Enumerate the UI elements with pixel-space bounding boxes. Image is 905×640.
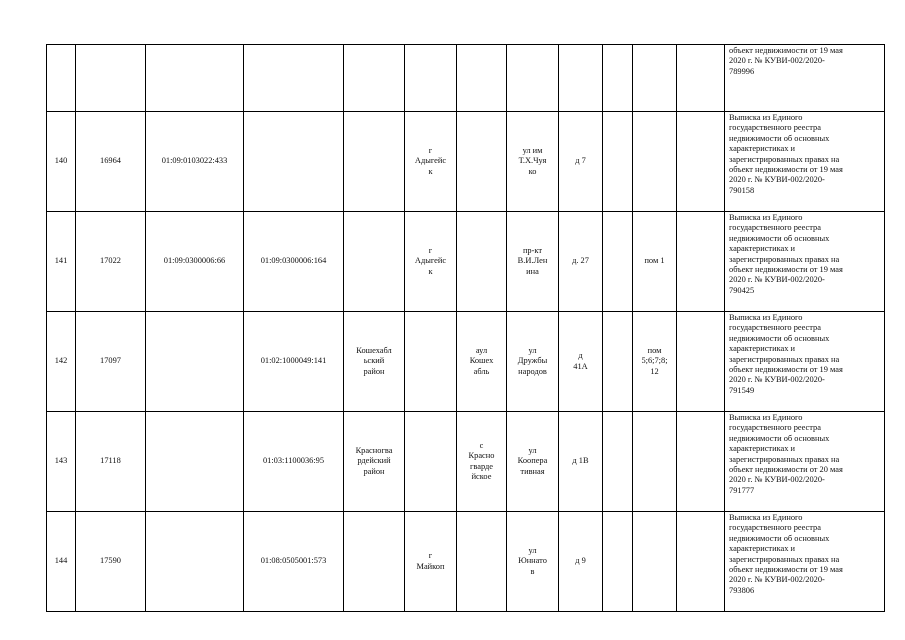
desc-line: государственного реестра <box>729 423 821 433</box>
cell-num: 141 <box>47 212 76 312</box>
cell-street <box>507 212 559 312</box>
table-row <box>47 212 885 312</box>
cell-room <box>633 312 677 412</box>
cell-street-line: в <box>530 566 535 576</box>
desc-line: зарегистрированных правах на <box>729 354 840 364</box>
cell-room <box>633 412 677 512</box>
cell-house-line: д. 27 <box>572 256 589 266</box>
cell-building <box>603 512 633 612</box>
cell-id: 17022 <box>76 212 146 312</box>
desc-line: 2020 г. № КУВИ-002/2020- <box>729 175 825 185</box>
cell-id: 16964 <box>76 112 146 212</box>
cell-district <box>344 45 405 112</box>
desc-line: характеристиках и <box>729 444 795 454</box>
cell-house <box>559 45 603 112</box>
cell-cad2: 01:03:1100036:95 <box>244 412 344 512</box>
cell-city-line: Майкоп <box>416 561 445 571</box>
cell-building <box>603 112 633 212</box>
cell-district <box>344 512 405 612</box>
desc-line: государственного реестра <box>729 123 821 133</box>
desc-line: 790158 <box>729 185 755 195</box>
table-row-fragment <box>47 45 885 112</box>
desc-line: 2020 г. № КУВИ-002/2020- <box>729 475 825 485</box>
desc-line: Выписка из Единого <box>729 513 803 522</box>
cell-extra <box>677 212 725 312</box>
cell-cad2 <box>244 45 344 112</box>
cell-street-line: ко <box>528 166 537 176</box>
cell-locality-line: гварде <box>469 461 494 471</box>
cell-description <box>725 45 885 112</box>
cell-street-line: В.И.Лен <box>517 256 548 266</box>
desc-line: характеристиках и <box>729 544 795 554</box>
cell-street-line: Юннато <box>518 556 547 566</box>
cell-description <box>725 512 885 612</box>
desc-line: характеристиках и <box>729 144 795 154</box>
table-body <box>47 45 885 612</box>
cell-city <box>405 312 457 412</box>
cell-district-line: Кошехабл <box>356 345 392 355</box>
desc-line: объект недвижимости от 19 мая <box>729 265 843 275</box>
cell-house-line: д 9 <box>575 556 586 566</box>
cell-locality-line: абль <box>473 366 490 376</box>
desc-line: Выписка из Единого <box>729 113 803 122</box>
desc-line: недвижимости об основных <box>729 333 830 343</box>
cell-city <box>405 112 457 212</box>
cell-extra <box>677 112 725 212</box>
cell-cad1 <box>146 45 244 112</box>
cell-locality-line: с <box>479 440 484 450</box>
desc-line: зарегистрированных правах на <box>729 454 840 464</box>
desc-line: Выписка из Единого <box>729 313 803 322</box>
cell-house <box>559 112 603 212</box>
cell-num: 144 <box>47 512 76 612</box>
cell-district-line: район <box>363 466 385 476</box>
cell-street <box>507 112 559 212</box>
document-page <box>46 44 884 608</box>
cell-city-line: к <box>428 266 433 276</box>
cell-street-line: Дружбы <box>517 356 548 366</box>
cell-street-line: Т.Х.Чуя <box>518 156 547 166</box>
cell-street-line: ул <box>528 345 537 355</box>
cell-room-line: пом 1 <box>644 256 665 266</box>
cell-locality <box>457 212 507 312</box>
cell-id <box>76 45 146 112</box>
table-row <box>47 512 885 612</box>
cell-street-line: ина <box>526 266 539 276</box>
table-row <box>47 112 885 212</box>
cell-district <box>344 312 405 412</box>
cell-street <box>507 312 559 412</box>
cell-street-line: ул <box>528 445 537 455</box>
desc-line: 2020 г. № КУВИ-002/2020- <box>729 275 825 285</box>
cell-house <box>559 212 603 312</box>
desc-line: объект недвижимости от 19 мая <box>729 46 843 55</box>
cell-district-line: ьский <box>363 356 385 366</box>
cell-street-line: народов <box>518 366 547 376</box>
desc-line: объект недвижимости от 19 мая <box>729 165 843 175</box>
cell-extra <box>677 45 725 112</box>
cell-locality-line: Кошех <box>469 356 494 366</box>
cell-locality <box>457 512 507 612</box>
cell-district-line: район <box>363 366 385 376</box>
cell-city-line: г <box>428 145 433 155</box>
cell-house <box>559 412 603 512</box>
desc-line: государственного реестра <box>729 523 821 533</box>
cell-locality-line: йское <box>471 471 492 481</box>
cell-district <box>344 212 405 312</box>
cell-cad1 <box>146 512 244 612</box>
desc-line: зарегистрированных правах на <box>729 254 840 264</box>
desc-line: зарегистрированных правах на <box>729 554 840 564</box>
desc-line: зарегистрированных правах на <box>729 154 840 164</box>
desc-line: 793806 <box>729 585 755 595</box>
desc-line: недвижимости об основных <box>729 233 830 243</box>
cell-cad1: 01:09:0103022:433 <box>146 112 244 212</box>
cell-cad1 <box>146 312 244 412</box>
cell-cad1: 01:09:0300006:66 <box>146 212 244 312</box>
cell-house-line: д <box>578 351 583 361</box>
desc-line: Выписка из Единого <box>729 213 803 222</box>
cell-building <box>603 312 633 412</box>
cell-num: 140 <box>47 112 76 212</box>
cell-building <box>603 412 633 512</box>
cell-street <box>507 512 559 612</box>
cell-district <box>344 412 405 512</box>
desc-line: 791777 <box>729 485 755 495</box>
cell-extra <box>677 512 725 612</box>
cell-street-line: Коопера <box>517 456 548 466</box>
desc-line: Выписка из Единого <box>729 413 803 422</box>
cell-locality-line: Красно <box>468 451 495 461</box>
cell-house-line: д 7 <box>575 156 586 166</box>
desc-line: недвижимости об основных <box>729 133 830 143</box>
cell-room <box>633 512 677 612</box>
cell-extra <box>677 312 725 412</box>
cell-street <box>507 412 559 512</box>
desc-line: недвижимости об основных <box>729 433 830 443</box>
cell-room <box>633 212 677 312</box>
cell-cad2 <box>244 112 344 212</box>
cell-locality <box>457 112 507 212</box>
table-row <box>47 412 885 512</box>
cell-house <box>559 512 603 612</box>
desc-line: государственного реестра <box>729 223 821 233</box>
cell-num <box>47 45 76 112</box>
desc-line: государственного реестра <box>729 323 821 333</box>
cell-city-line: г <box>428 245 433 255</box>
cell-city-line: г <box>428 551 433 561</box>
cell-street-line: тивная <box>520 466 545 476</box>
table-row <box>47 312 885 412</box>
cell-street <box>507 45 559 112</box>
cell-id: 17097 <box>76 312 146 412</box>
cell-num: 143 <box>47 412 76 512</box>
desc-line: объект недвижимости от 20 мая <box>729 465 843 475</box>
cell-num: 142 <box>47 312 76 412</box>
cell-house-line: 41А <box>573 361 588 371</box>
cell-street-line: пр-кт <box>522 245 543 255</box>
cell-city <box>405 512 457 612</box>
property-registry-table <box>46 44 885 612</box>
cell-house <box>559 312 603 412</box>
cell-description <box>725 212 885 312</box>
cell-house-line: д 1В <box>572 456 589 466</box>
desc-line: 791549 <box>729 385 755 395</box>
cell-room-line: пом <box>647 345 662 355</box>
cell-district-line: рдейский <box>357 456 391 466</box>
cell-street-line: ул им <box>522 145 543 155</box>
cell-cad2: 01:08:0505001:573 <box>244 512 344 612</box>
cell-city <box>405 212 457 312</box>
cell-building <box>603 45 633 112</box>
cell-room <box>633 45 677 112</box>
desc-line: 789996 <box>729 66 755 76</box>
cell-cad1 <box>146 412 244 512</box>
cell-locality-line: аул <box>475 345 488 355</box>
cell-city <box>405 45 457 112</box>
cell-id: 17118 <box>76 412 146 512</box>
cell-cad2: 01:09:0300006:164 <box>244 212 344 312</box>
desc-line: 2020 г. № КУВИ-002/2020- <box>729 56 825 66</box>
cell-description <box>725 112 885 212</box>
cell-cad2: 01:02:1000049:141 <box>244 312 344 412</box>
cell-city-line: Адыгейс <box>414 156 447 166</box>
cell-street-line: ул <box>528 545 537 555</box>
desc-line: характеристиках и <box>729 244 795 254</box>
desc-line: недвижимости об основных <box>729 533 830 543</box>
cell-description <box>725 412 885 512</box>
cell-city <box>405 412 457 512</box>
desc-line: объект недвижимости от 19 мая <box>729 565 843 575</box>
desc-line: объект недвижимости от 19 мая <box>729 365 843 375</box>
cell-extra <box>677 412 725 512</box>
desc-line: характеристиках и <box>729 344 795 354</box>
cell-locality <box>457 312 507 412</box>
cell-city-line: Адыгейс <box>414 256 447 266</box>
desc-line: 790425 <box>729 285 755 295</box>
desc-line: 2020 г. № КУВИ-002/2020- <box>729 375 825 385</box>
cell-description <box>725 312 885 412</box>
cell-locality <box>457 45 507 112</box>
cell-room-line: 5;6;7;8; <box>641 356 668 366</box>
cell-city-line: к <box>428 166 433 176</box>
cell-district-line: Красногва <box>355 445 393 455</box>
cell-locality <box>457 412 507 512</box>
cell-district <box>344 112 405 212</box>
cell-room <box>633 112 677 212</box>
cell-building <box>603 212 633 312</box>
cell-id: 17590 <box>76 512 146 612</box>
cell-room-line: 12 <box>650 366 659 376</box>
desc-line: 2020 г. № КУВИ-002/2020- <box>729 575 825 585</box>
